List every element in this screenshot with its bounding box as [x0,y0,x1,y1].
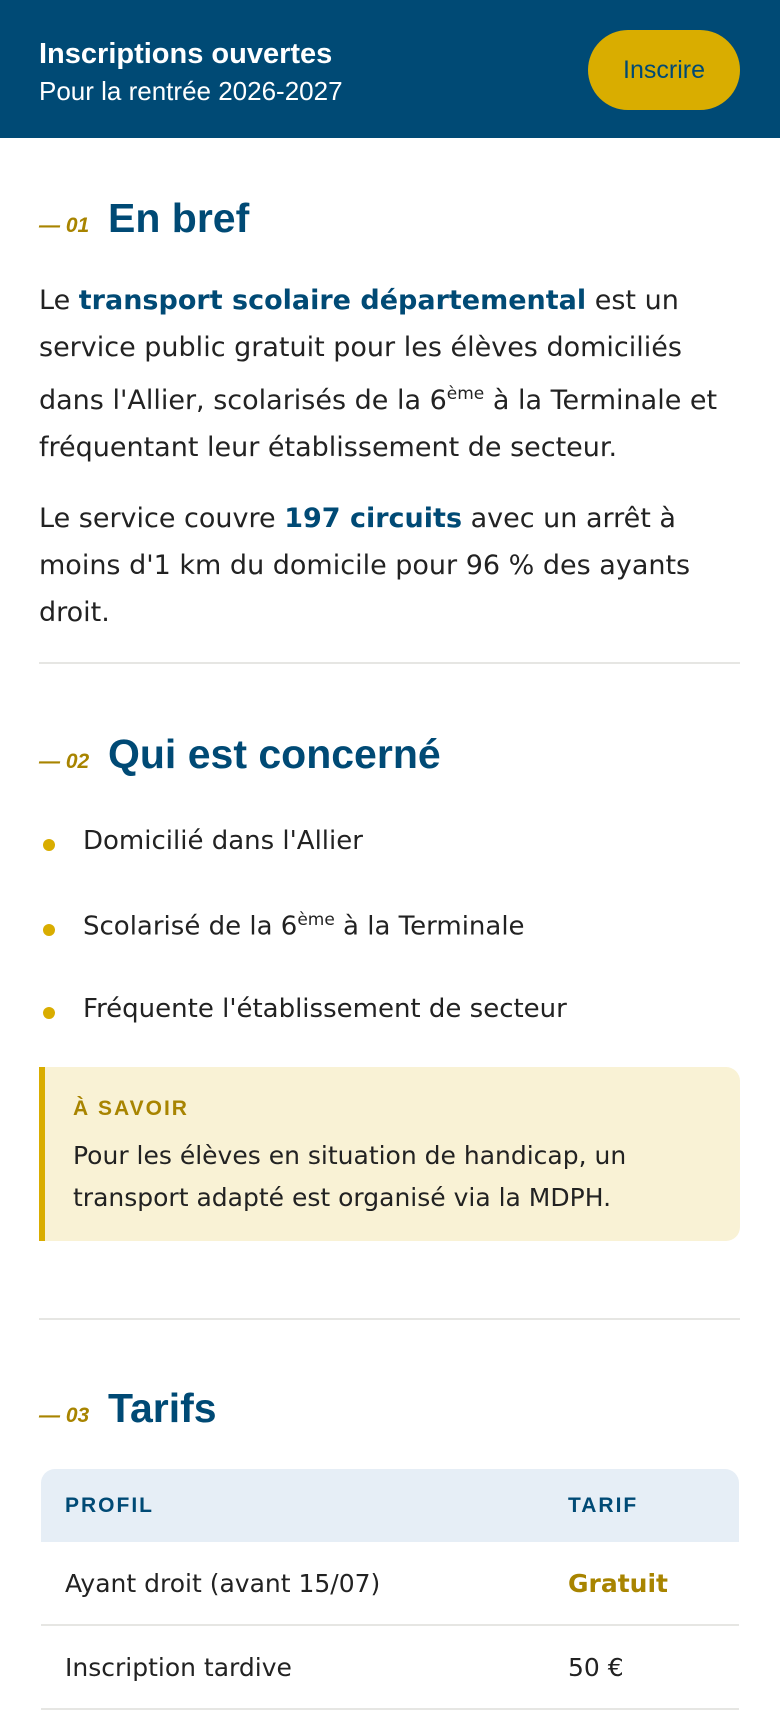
list-item-text [83,910,525,942]
superscript: ème [297,910,335,930]
text-run: à la Terminale et fréquentant leur établissement de secteur. [39,385,718,463]
list-item-text: Domicilié dans l'Allier [83,826,363,856]
row-profile: Ayant droit (avant 15/07) [65,1569,381,1598]
bullet-dot [43,1007,55,1019]
section-title: Qui est concerné [108,731,441,777]
register-button[interactable]: Inscrire [588,30,740,110]
superscript: ème [446,384,485,404]
section-number: — 03 [39,1404,90,1427]
section-title: Tarifs [108,1385,217,1431]
bullet-dot [43,924,55,936]
intro-paragraph [39,277,744,471]
bullet-dot [43,839,55,851]
text-run: à la Terminale [334,911,525,942]
list-item-text: Fréquente l'établissement de secteur [83,994,567,1024]
column-header-profil: PROFIL [65,1494,154,1517]
section-header-tarifs [39,1385,217,1432]
banner-subtitle: Pour la rentrée 2026-2027 [39,76,343,106]
highlight-text: transport scolaire départemental [78,285,587,316]
callout-label: À SAVOIR [73,1097,189,1120]
table-row [41,1542,739,1626]
text-run: est un service public gratuit pour les élèves domiciliés dans l'Allier, scolarisés de la 6 [39,285,682,416]
coverage-paragraph [39,495,744,636]
highlight-text: 197 circuits [284,503,463,534]
banner-title: Inscriptions ouvertes [39,38,333,70]
text-run: Le [39,285,79,316]
table-header [41,1469,739,1542]
row-profile: Inscription tardive [65,1653,292,1682]
section-header-en-bref [39,195,249,242]
text-run: Le service couvre [39,503,285,534]
info-callout [39,1067,740,1241]
section-divider [39,1318,740,1320]
table-row [41,1626,739,1710]
section-header-qui-est-concerne [39,731,441,778]
row-price: Gratuit [568,1569,668,1598]
column-header-tarif: TARIF [568,1494,639,1517]
registration-banner [0,0,780,138]
section-divider [39,662,740,664]
row-price: 50 € [568,1653,624,1682]
section-number: — 02 [39,750,90,773]
text-run: Scolarisé de la 6 [83,911,298,942]
section-title: En bref [108,195,250,241]
callout-text: Pour les élèves en situation de handicap, un transport adapté est organisé via la MDPH. [73,1141,627,1212]
section-number: — 01 [39,214,90,237]
tariff-table [41,1469,739,1710]
text-run: avec un arrêt à moins d'1 km du domicile pour 96 % des ayants droit. [39,503,691,628]
